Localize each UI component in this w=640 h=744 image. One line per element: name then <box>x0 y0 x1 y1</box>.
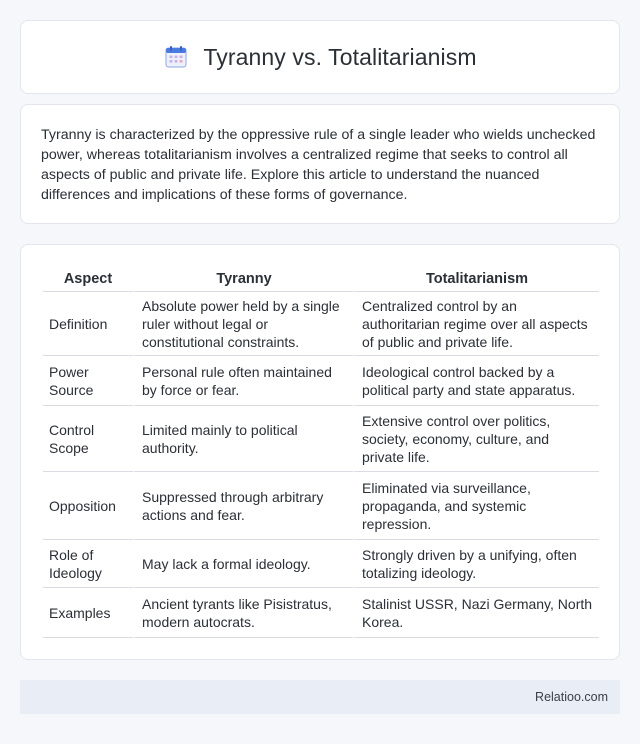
cell-totalitarianism: Extensive control over politics, society, economy, culture, and private life. <box>353 406 599 472</box>
cell-tyranny: Personal rule often maintained by force or fear. <box>133 356 353 406</box>
header-card <box>20 20 620 94</box>
table-row <box>43 356 599 406</box>
table-row <box>43 472 599 540</box>
cell-tyranny: Limited mainly to political authority. <box>133 406 353 472</box>
comparison-table <box>43 265 599 638</box>
table-row <box>43 292 599 356</box>
comparison-card <box>20 244 620 660</box>
cell-totalitarianism: Eliminated via surveillance, propaganda, and systemic repression. <box>353 472 599 540</box>
intro-paragraph: Tyranny is characterized by the oppressive rule of a single leader who wields unchecked power, whereas totalitarianism involves a centralized regime that seeks to control all aspects of public and private life. Explore this article to understand the nuanced differences and implications of these forms of governance. <box>41 127 596 203</box>
cell-tyranny: Ancient tyrants like Pisistratus, modern autocrats. <box>133 588 353 638</box>
cell-aspect: Opposition <box>43 472 133 540</box>
calendar-icon <box>163 44 189 70</box>
cell-tyranny: Absolute power held by a single ruler without legal or constitutional constraints. <box>133 292 353 356</box>
table-header-row <box>43 265 599 292</box>
header-aspect: Aspect <box>43 265 133 292</box>
cell-aspect: Role of Ideology <box>43 540 133 588</box>
header-tyranny: Tyranny <box>133 265 353 292</box>
cell-totalitarianism: Centralized control by an authoritarian regime over all aspects of public and private life. <box>353 292 599 356</box>
header <box>21 21 619 93</box>
cell-totalitarianism: Stalinist USSR, Nazi Germany, North Korea. <box>353 588 599 638</box>
cell-totalitarianism: Ideological control backed by a political party and state apparatus. <box>353 356 599 406</box>
table-row <box>43 540 599 588</box>
table-row <box>43 588 599 638</box>
intro-card <box>20 104 620 224</box>
cell-tyranny: May lack a formal ideology. <box>133 540 353 588</box>
footer <box>20 680 620 714</box>
page-title: Tyranny vs. Totalitarianism <box>203 43 477 70</box>
footer-site-link[interactable]: Relatioo.com <box>535 690 608 704</box>
cell-tyranny: Suppressed through arbitrary actions and fear. <box>133 472 353 540</box>
cell-aspect: Power Source <box>43 356 133 406</box>
header-totalitarianism: Totalitarianism <box>353 265 599 292</box>
cell-aspect: Control Scope <box>43 406 133 472</box>
cell-aspect: Examples <box>43 588 133 638</box>
cell-aspect: Definition <box>43 292 133 356</box>
table-row <box>43 406 599 472</box>
cell-totalitarianism: Strongly driven by a unifying, often totalizing ideology. <box>353 540 599 588</box>
